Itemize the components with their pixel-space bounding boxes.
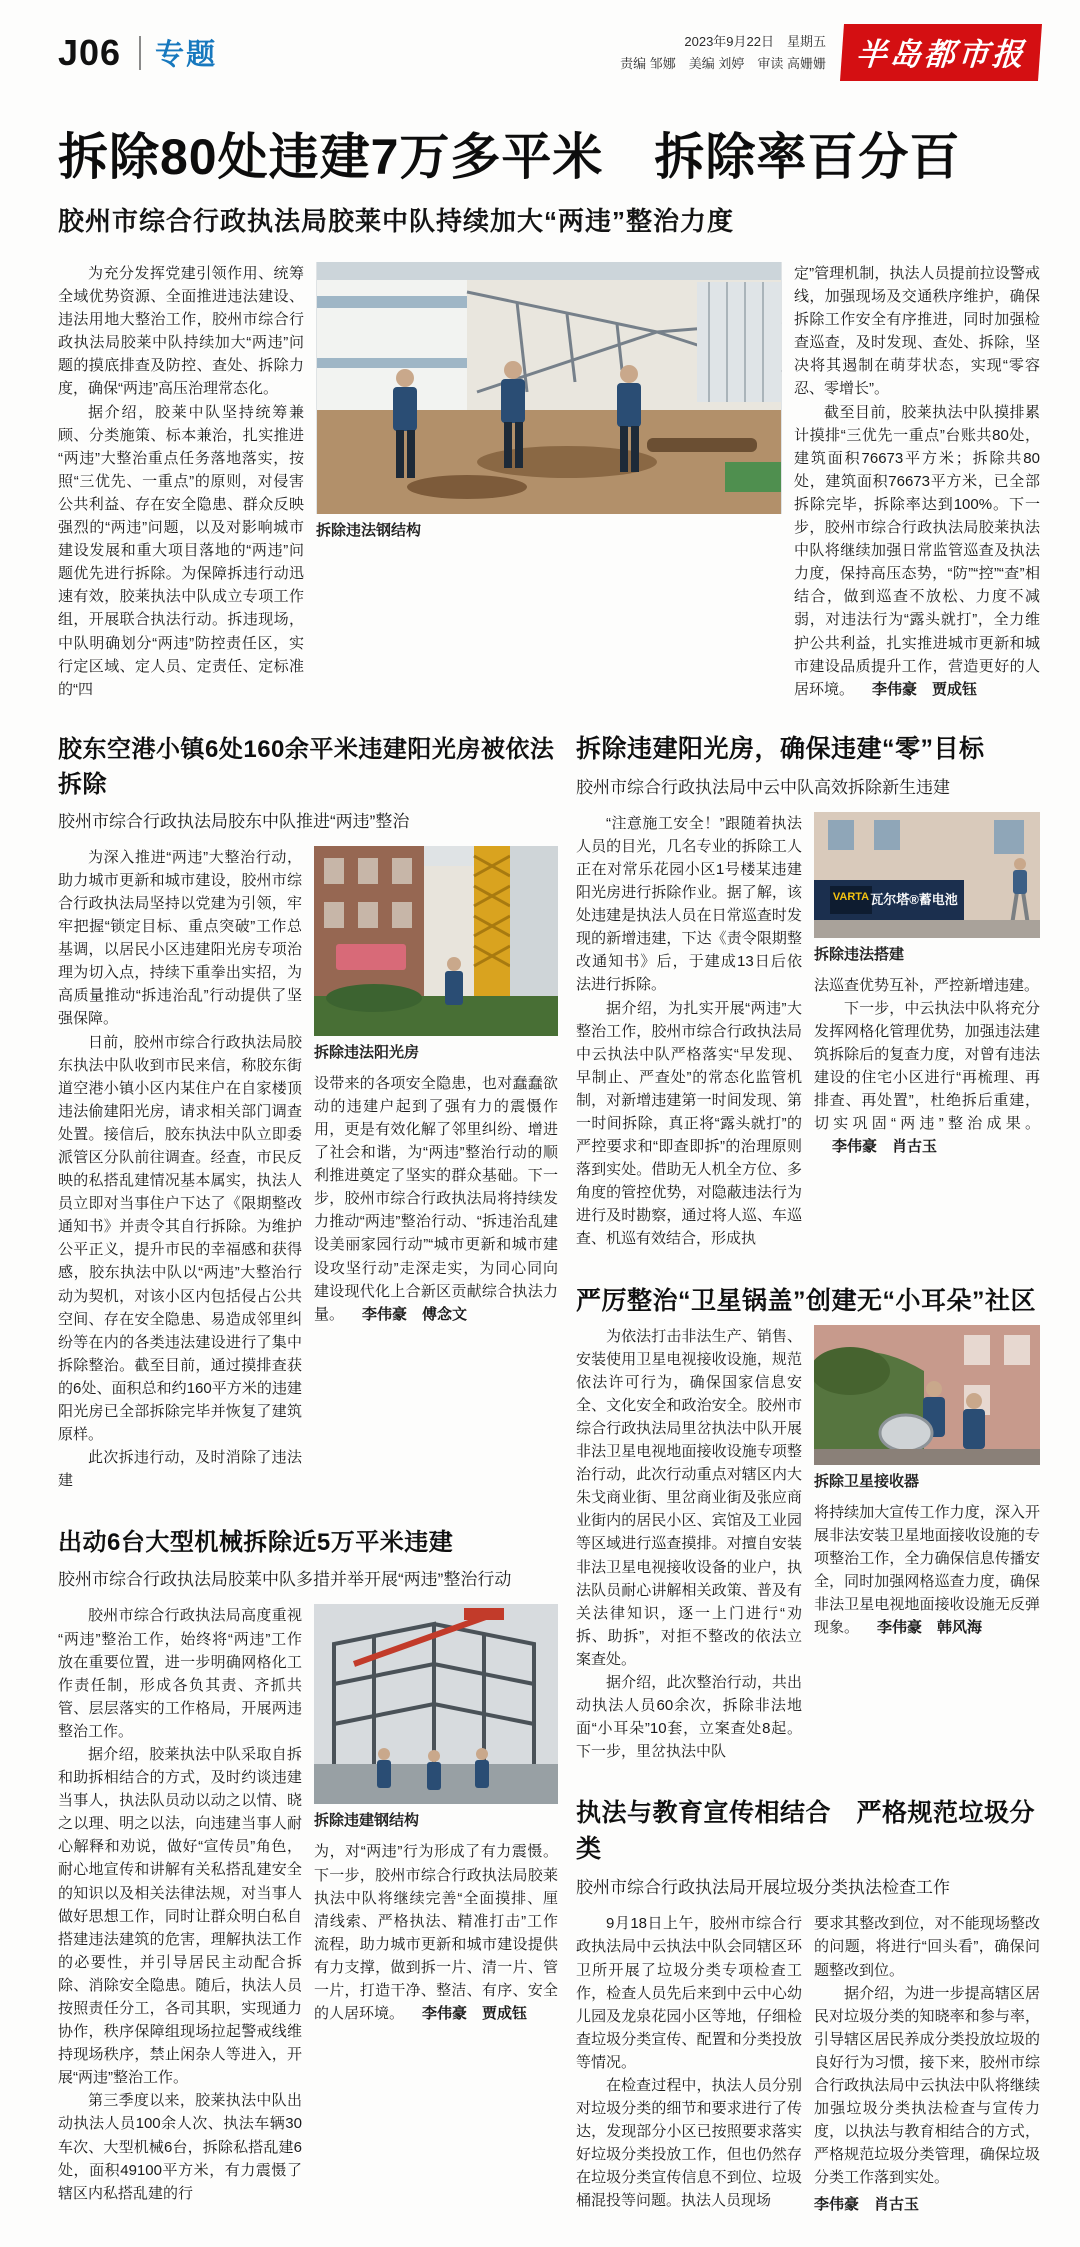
paragraph-text: 将持续加大宣传工作力度，深入开展非法安装卫星地面接收设施的专项整治工作，全力确保信息传播安全，同时加强网格巡查力度，确保非法卫星电视地面接收设施无反弹现象。 (814, 1503, 1040, 1637)
article-title: 拆除违建阳光房，确保违建“零”目标 (576, 734, 985, 763)
article-dek: 胶州市综合行政执法局开展垃圾分类执法检查工作 (576, 1878, 950, 1898)
article-column-2 (314, 846, 558, 1493)
paragraph (314, 1072, 558, 1326)
paragraph: 据介绍，为扎实开展“两违”大整治工作，胶州市综合行政执法局中云执法中队严格落实“早发现、早制止、严查处”的常态化监管机制，对新增违建第一时间发现、第一时间拆除，真正将“露头就打”的严控要求和“即查即拆”的治理原则落到实处。借助无人机全方位、多角度的管控优势，对隐蔽违法行为进行及时勘察，通过将人巡、车巡查、机巡有效结合，形成执 (576, 999, 802, 1248)
lead-paragraph-text: 截至目前，胶莱执法中队摸排累计摸排“三优先一重点”台账共80处，建筑面积76673平方米；拆除共80处，建筑面积76673平方米，已全部拆除完毕，拆除率达到100%。下一步，胶州市综合行政执法局胶莱执法中队将继续加强日常监管巡查及执法力度，保持高压态势，“防”“控”“查”相结合，做到巡查不放松、力度不减弱，对违法行为“露头就打”，全力维护公共利益，扎实推进城市更新和城市建设品质提升工作，营造更好的人居环境。 (794, 403, 1040, 698)
paragraph: 日前，胶州市综合行政执法局胶东执法中队收到市民来信，称胶东街道空港小镇小区内某住户在自家楼顶违法偷建阳光房，请求相关部门调查处置。接信后，胶东执法中队立即委派管区分队前往调查。经查，市民反映的私搭乱建情况基本属实，执法人员立即对当事住户下达了《限期整改通知书》并责令其自行拆除。为维护公平正义，提升市民的幸福感和获得感，胶东执法中队以“两违”大整治行动为契机，对该小区内包括侵占公共空间、存在安全隐患、易造成邻里纠纷等在内的各类违法建设进行了集中拆除整治。截至目前，通过摸排查获的6处、面积总和约160平方米的违建阳光房已全部拆除完毕并恢复了建筑原样。 (58, 1033, 302, 1444)
article-byline: 李伟豪 肖古玉 (832, 1138, 938, 1156)
article-sunroom-zero-target (576, 729, 1040, 1251)
article-column-2 (314, 1604, 558, 2204)
article-column-2 (814, 1912, 1040, 2216)
lead-photo-block (316, 262, 782, 701)
lower-grid (58, 729, 1040, 2247)
header-right (620, 24, 1040, 81)
sunroom-demolition-photo (314, 846, 558, 1036)
paragraph: 据介绍，此次整治行动，共出动执法人员60余次，拆除非法地面“小耳朵”10套，立案查处8起。下一步，里岔执法中队 (576, 1673, 802, 1761)
paragraph: 此次拆违行动，及时消除了违法建 (58, 1449, 302, 1490)
lead-paragraph: 据介绍，胶莱中队坚持统筹兼顾、分类施策、标本兼治，扎实推进“两违”大整治重点任务落地落实，按照“三优先、一重点”的原则，对侵害公共利益、存在安全隐患、群众反映强烈的“两违”问题，以及对影响城市建设发展和重大项目落地的“两违”问题优先进行拆除。为保障拆违行动迅速有效，胶莱执法中队成立专项工作组，开展联合执法行动。拆违现场，中队明确划分“两违”防控责任区，实行定区域、定人员、定责任、定标准的“四 (58, 403, 304, 698)
lead-paragraph: 定”管理机制，执法人员提前拉设警戒线，加强现场及交通秩序维护，确保拆除工作安全有序推进，同时加强检查巡查，及时发现、查处、拆除，坚决将其遏制在萌芽状态，实现“零容忍、零增长”。 (794, 265, 1040, 398)
lead-column-1 (58, 262, 304, 701)
photo-caption: 拆除卫星接收器 (814, 1472, 920, 1490)
paragraph: 为依法打击非法生产、销售、安装使用卫星电视接收设施，规范依法许可行为，确保国家信息安全、文化安全和政治安全。胶州市综合行政执法局里岔执法中队开展非法卫星电视地面接收设施专项整治行动，此次行动重点对辖区内大朱戈商业街、里岔商业街及张应商业街内的居民小区、宾馆及工业园等区域进行巡查摸排。对擅自安装非法卫星电视接收设备的业户，执法队员耐心讲解相关政策、普及有关法律知识，逐一上门进行“劝拆、助拆”，对拒不整改的依法立案查处。 (576, 1327, 802, 1668)
illegal-structure-photo (814, 812, 1040, 938)
paragraph: 胶州市综合行政执法局高度重视“两违”整治工作，始终将“两违”工作放在重要位置，进一步明确网格化工作责任制，形成各负其责、齐抓共管、层层落实的工作格局，开展两违整治工作。 (58, 1607, 302, 1740)
article-title: 执法与教育宣传相结合 严格规范垃圾分类 (576, 1799, 1036, 1864)
article-column-1 (576, 1912, 802, 2216)
article-garbage-sorting (576, 1793, 1040, 2216)
article-sunroom-airporttown (58, 729, 558, 1493)
paragraph-text: 下一步，中云执法中队将充分发挥网格化管理优势，加强违法建筑拆除后的复查力度，对曾有违法建设的住宅小区进行“再梳理、再排查、再处置”，杜绝拆后重建，切实巩固“两违”整治成果。 (814, 999, 1040, 1133)
article-columns (576, 1325, 1040, 1764)
masthead-logo: 半岛都市报 (840, 24, 1042, 81)
lead-demolition-photo (316, 262, 782, 514)
article-column-1 (58, 1604, 302, 2204)
article-dek: 胶州市综合行政执法局胶东中队推进“两违”整治 (58, 811, 410, 831)
article-column-1 (58, 846, 302, 1493)
article-machinery-demolition (58, 1522, 558, 2204)
article-column-1 (576, 812, 802, 1251)
paragraph: “注意施工安全！”跟随着执法人员的目光，几名专业的拆除工人正在对常乐花园小区1号楼某违建阳光房进行拆除作业。据了解，该处违建是执法人员在日常巡查时发现的新增违建，下达《责令限期整改通知书》后，于建成13日后依法进行拆除。 (576, 814, 802, 994)
article-satellite-dishes (576, 1281, 1040, 1764)
article-byline: 李伟豪 韩风海 (877, 1619, 983, 1637)
sign-text: 瓦尔塔®蓄电池 (870, 891, 958, 907)
paragraph-text: 为，对“两违”行为形成了有力震慑。下一步，胶州市综合行政执法局胶莱执法中队将继续完善“全面摸排、厘清线索、严格执法、精准打击”工作流程，助力城市更新和城市建设提供有力支撑，做到拆一片、清一片、管一片，打造干净、整洁、有序、安全的人居环境。 (314, 1843, 558, 2023)
grid-left-column (58, 729, 558, 2247)
article-title: 胶东空港小镇6处160余平米违建阳光房被依法拆除 (58, 735, 555, 798)
header-left (58, 32, 217, 74)
article-dek: 胶州市综合行政执法局中云中队高效拆除新生违建 (576, 777, 950, 797)
lead-headline: 拆除80处违建7万多平米 拆除率百分百 (58, 129, 961, 185)
grid-right-column (576, 729, 1040, 2247)
article-byline: 李伟豪 傅念文 (362, 1305, 468, 1323)
article-dek: 胶州市综合行政执法局胶莱中队多措并举开展“两违”整治行动 (58, 1570, 512, 1590)
lead-paragraph (794, 401, 1040, 701)
header-divider (139, 36, 141, 70)
paragraph: 法巡查优势互补，严控新增违建。 (814, 976, 1040, 994)
article-title: 严厉整治“卫星锅盖”创建无“小耳朵”社区 (576, 1286, 1037, 1315)
paragraph: 9月18日上午，胶州市综合行政执法局中云执法中队会同辖区环卫所开展了垃圾分类专项检查工作，检查人员先后来到中云中心幼儿园及龙泉花园小区等地，仔细检查垃圾分类宣传、配置和分类投放等情况。 (576, 1915, 802, 2071)
article-byline: 李伟豪 肖古玉 (814, 2196, 920, 2214)
header-meta (620, 31, 826, 74)
editors-line: 责编 邹娜 美编 刘婷 审读 高姗姗 (620, 55, 826, 71)
paragraph: 为深入推进“两违”大整治行动，助力城市更新和城市建设，胶州市综合行政执法局坚持以党建为引领，牢牢把握“锁定目标、重点突破”工作总基调，以居民小区违建阳光房专项治理为切入点，持续下重拳出实招，为高质量推动“拆违治乱”行动提供了坚强保障。 (58, 848, 302, 1028)
article-column-2 (814, 1325, 1040, 1764)
photo-caption: 拆除违法搭建 (814, 945, 905, 963)
photo-caption: 拆除违建钢结构 (314, 1812, 420, 1830)
section-name: 专题 (155, 39, 218, 71)
lead-byline: 李伟豪 贾成钰 (872, 680, 978, 698)
date-line: 2023年9月22日 星期五 (684, 34, 826, 50)
article-title: 出动6台大型机械拆除近5万平米违建 (58, 1529, 454, 1557)
lead-article (58, 262, 1040, 701)
satellite-receiver-photo (814, 1325, 1040, 1465)
article-column-2 (814, 812, 1040, 1251)
lead-paragraph: 为充分发挥党建引领作用、统筹全域优势资源、全面推进违法建设、违法用地大整治工作，胶州市综合行政执法局胶莱中队持续加大“两违”问题的摸底排查及防控、查处、拆除力度，确保“两违”高压治理常态化。 (58, 265, 304, 398)
paragraph: 第三季度以来，胶莱执法中队出动执法人员100余人次、执法车辆30车次、大型机械6台，拆除私搭乱建6处，面积49100平方米，有力震慑了辖区内私搭乱建的行 (58, 2092, 302, 2202)
paragraph: 在检查过程中，执法人员分别对垃圾分类的细节和要求进行了传达，发现部分小区已按照要求落实好垃圾分类投放工作，但也仍然存在垃圾分类宣传信息不到位、垃圾桶混投等问题。执法人员现场 (576, 2077, 802, 2210)
photo-caption: 拆除违法阳光房 (314, 1043, 420, 1061)
paragraph: 据介绍，胶莱执法中队采取自拆和助拆相结合的方式，及时约谈违建当事人，执法队员动以动之以情、晓之以理、明之以法，向违建当事人耐心解释和劝说，做好“宣传员”角色，耐心地宣传和讲解有关私搭乱建安全的知识以及相关法律法规，对当事人做好思想工作，同时让群众明白私自搭建违法建筑的危害，理解执法工作的必要性，并引导居民主动配合拆除、消除安全隐患。随后，执法人员按照责任分工，各司其职，实现通力协作，秩序保障组现场拉起警戒线维持现场秩序，禁止闲杂人等进入，开展“两违”整治工作。 (58, 1745, 302, 2087)
paragraph (814, 997, 1040, 1159)
sign-logo-text: VARTA (832, 890, 870, 903)
paragraph (314, 1840, 558, 2025)
article-columns (576, 812, 1040, 1251)
article-byline: 李伟豪 贾成钰 (422, 2005, 528, 2023)
article-column-1 (576, 1325, 802, 1764)
article-columns (576, 1912, 1040, 2216)
paragraph: 要求其整改到位，对不能现场整改的问题，将进行“回头看”，确保问题整改到位。 (814, 1915, 1040, 1979)
page-header (58, 24, 1040, 91)
paragraph: 据介绍，为进一步提高辖区居民对垃圾分类的知晓率和参与率，引导辖区居民养成分类投放垃圾的良好行为习惯，接下来，胶州市综合行政执法局中云执法中队将继续加强垃圾分类执法检查与宣传力度，以执法与教育相结合的方式，严格规范垃圾分类管理，确保垃圾分类工作落到实处。 (814, 1984, 1040, 2187)
paragraph (814, 1501, 1040, 1640)
lead-photo-caption: 拆除违法钢结构 (316, 522, 422, 539)
article-columns (58, 1604, 558, 2204)
page-number: J06 (58, 31, 122, 73)
article-columns (58, 846, 558, 1493)
lead-subheadline: 胶州市综合行政执法局胶莱中队持续加大“两违”整治力度 (58, 206, 735, 236)
steel-structure-photo (314, 1604, 558, 1804)
lead-column-2 (794, 262, 1040, 701)
paragraph-text: 设带来的各项安全隐患，也对蠢蠢欲动的违建户起到了强有力的震慑作用，更是有效化解了邻里纠纷、增进了社会和谐，为“两违”整治行动的顺利推进奠定了坚实的群众基础。下一步，胶州市综合行政执法局将持续发力推动“两违”整治行动、“拆违治乱建设美丽家园行动”“城市更新和城市建设攻坚行动”走深走实，为同心同向建设现代化上合新区贡献综合执法力量。 (314, 1074, 558, 1323)
